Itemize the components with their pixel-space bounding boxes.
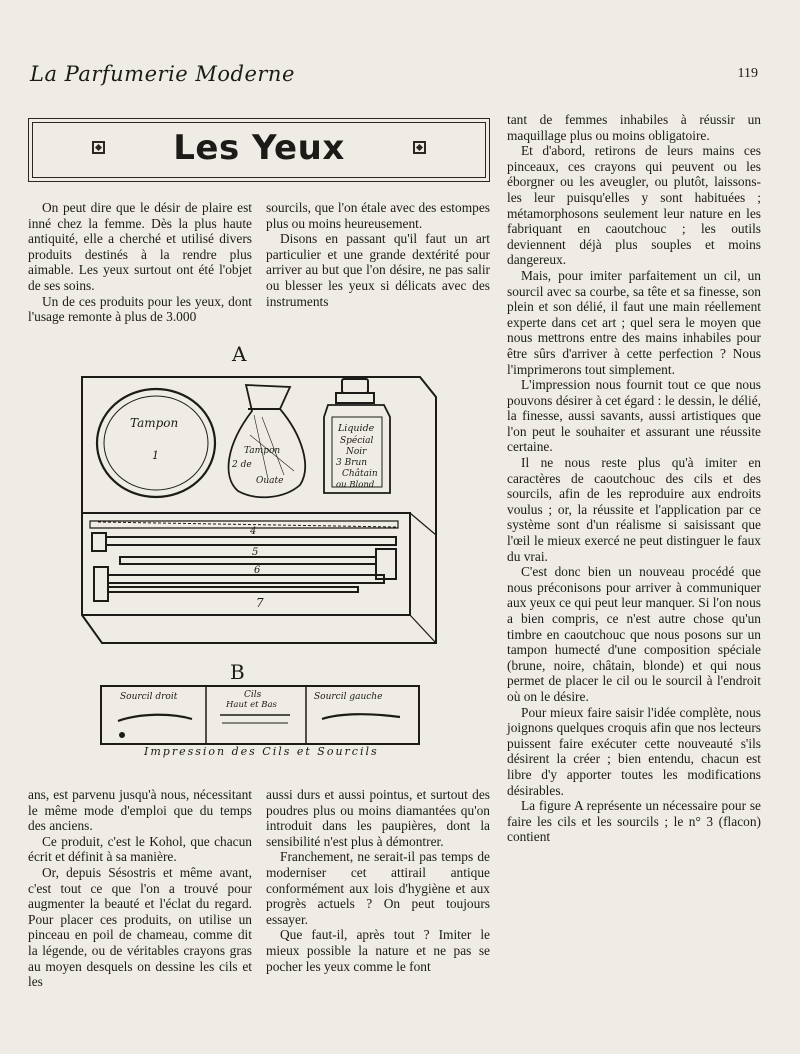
stamp-rod [108,575,384,583]
bottle-label-line: Spécial [340,436,374,446]
instrument-number: 7 [256,596,264,610]
figure-b-illustration [100,685,420,747]
tampon-label: Tampon [130,416,179,430]
cell-label-left-eyebrow: Sourcil gauche [314,692,383,702]
paragraph: Disons en passant qu'il faut un art particulier et une grande dextérité pour arriver au but que l'on désire, ne pas salir ou blesser les yeux si délicats avec des instruments [266,231,490,309]
text-column-4 [28,787,252,990]
journal-title: La Parfumerie Moderne [30,62,295,86]
paragraph: Pour mieux faire saisir l'idée complète, nous joignons quelques croquis afin que nos lecteurs puissent faire exécuter cette nouveauté s'ils désirent la créer ; bien entendu, chacun est libre d'y apporter toutes les modifications désirables. [507,704,761,798]
article-title-box [28,118,490,182]
cell-label-right-eyebrow: Sourcil droit [120,692,178,702]
paragraph: sourcils, que l'on étale avec des estompes plus ou moins heureusement. [266,200,490,231]
paragraph: Or, depuis Sésostris et même avant, c'est tout ce que l'on a trouvé pour augmenter la beauté et l'éclat du regard. Pour placer ces produits, on utilise un pinceau en poil de chameau, comme dit la légende, ou de véritables crayons gras au moyen desquels on dessine les cils et les [28,864,252,990]
page-number: 119 [737,66,758,81]
stamp-handle [94,567,108,601]
text-column-3 [507,112,761,845]
page-header [28,62,758,92]
paragraph: aussi durs et aussi pointus, et surtout des poudres plus ou moins diamantées qu'on introduit dans les paupières, dont la sensibilité n'est plus à démontrer. [266,787,490,849]
tampon-number: 1 [152,449,159,462]
bottle-label-line: Liquide [338,423,375,434]
paragraph: C'est donc bien un nouveau procédé que nous préconisons pour arriver à communiquer aux yeux ce qui peut leur manquer. Si l'on nous a bien compris, ce n'est autre chose qu'un timbre en caoutchouc que nous posons sur un tampon humecté d'une composition spéciale (brune, noire, châtain, blonde) et qui nous permet de placer le cil ou le sourcil à l'endroit où on le désire. [507,564,761,704]
bag-label-line: Ouate [256,476,284,486]
figure-b-caption: Impression des Cils et Sourcils [144,745,379,758]
text-column-2 [266,200,490,309]
instrument-number: 5 [252,547,259,558]
text-column-5 [266,787,490,974]
paragraph: tant de femmes inhabiles à réussir un maquillage plus ou moins obligatoire. [507,112,761,143]
cell-label-lashes: Cils [244,690,262,700]
right-eyebrow-print [118,715,192,721]
paragraph: Et d'abord, retirons de leurs mains ces pinceaux, ces crayons qui peuvent ou les éborgner ou les aveugler, ou plutôt, laissons-les leur puisqu'elles y sont habituées ; métamorphosons seulement leur nature en les fabriquant en caoutchouc ; les outils deviennent déjà plus souples et moins dangereux. [507,143,761,268]
paragraph: L'impression nous fournit tout ce que nous pouvons désirer à cet égard : le dessin, le délié, la finesse, aussi savants, aussi artistiques que l'on peut le souhaiter et assurant une réussite certaine. [507,377,761,455]
bottle-label-line: 3 Brun [336,458,368,468]
bag-label-line: Tampon [244,446,281,456]
bottle-label-line: ou Blond [336,480,375,490]
paragraph: La figure A représente un nécessaire pour se faire les cils et les sourcils ; le n° 3 (flacon) contient [507,798,761,845]
figure-a-letter: A [232,342,247,366]
cell-label-lashes: Haut et Bas [226,700,277,710]
stamp-rod [106,537,396,545]
text-column-1 [28,200,252,325]
paragraph: Mais, pour imiter parfaitement un cil, un sourcil avec sa courbe, sa tête et sa finesse, son plein et son délié, il faut une main réellement experte dans cet art ; quel sera le moyen que nous mettrons entre des mains inhabiles pour être sûrs d'arriver à cette perfection ? Nous l'imprimerons tout simplement. [507,267,761,377]
paragraph: ans, est parvenu jusqu'à nous, nécessitant le même mode d'emploi que du temps des anciens. [28,787,252,834]
paragraph: Franchement, ne serait-il pas temps de moderniser cet attirail antique conformément aux lois d'hygiène et aux progrès actuels ? On peut toujours essayer. [266,849,490,927]
bottle-label-line: Châtain [342,469,378,479]
article-title: Les Yeux [173,128,345,168]
instrument-number: 6 [254,565,261,576]
paragraph: Ce produit, c'est le Kohol, que chacun écrit et définit à sa manière. [28,833,252,865]
figure-a-illustration [80,375,437,645]
paragraph: Il ne nous reste plus qu'à imiter en caractères de caoutchouc des cils et des sourcils, afin de les reproduire aux endroits voulus ; or, la réussite et l'application par ce système sont d'un réalisme si saisissant que l'œil le mieux exercé ne peut distinguer le faux du vrai. [507,455,761,564]
figure-b-letter: B [230,660,245,684]
bottle-cap [342,379,368,393]
stamp-handle [92,533,106,551]
instrument-number: 4 [250,526,257,537]
tampon-disc [97,389,215,497]
paragraph: On peut dire que le désir de plaire est inné chez la femme. Dès la plus haute antiquité, elle a cherché et utilisé divers produits destinés à la rendre plus aimable. Les yeux surtout ont été l'objet de ses soins. [28,200,252,293]
paragraph: Que faut-il, après tout ? Imiter le mieux possible la nature et ne pas se pocher les yeux comme le font [266,927,490,974]
bottle-label-line: Noir [346,447,367,457]
bag-label-line: 2 de [232,460,252,470]
paragraph: Un de ces produits pour les yeux, dont l'usage remonte à plus de 3.000 [28,293,252,325]
left-eyebrow-print [322,714,400,719]
ornament-icon [413,141,426,154]
